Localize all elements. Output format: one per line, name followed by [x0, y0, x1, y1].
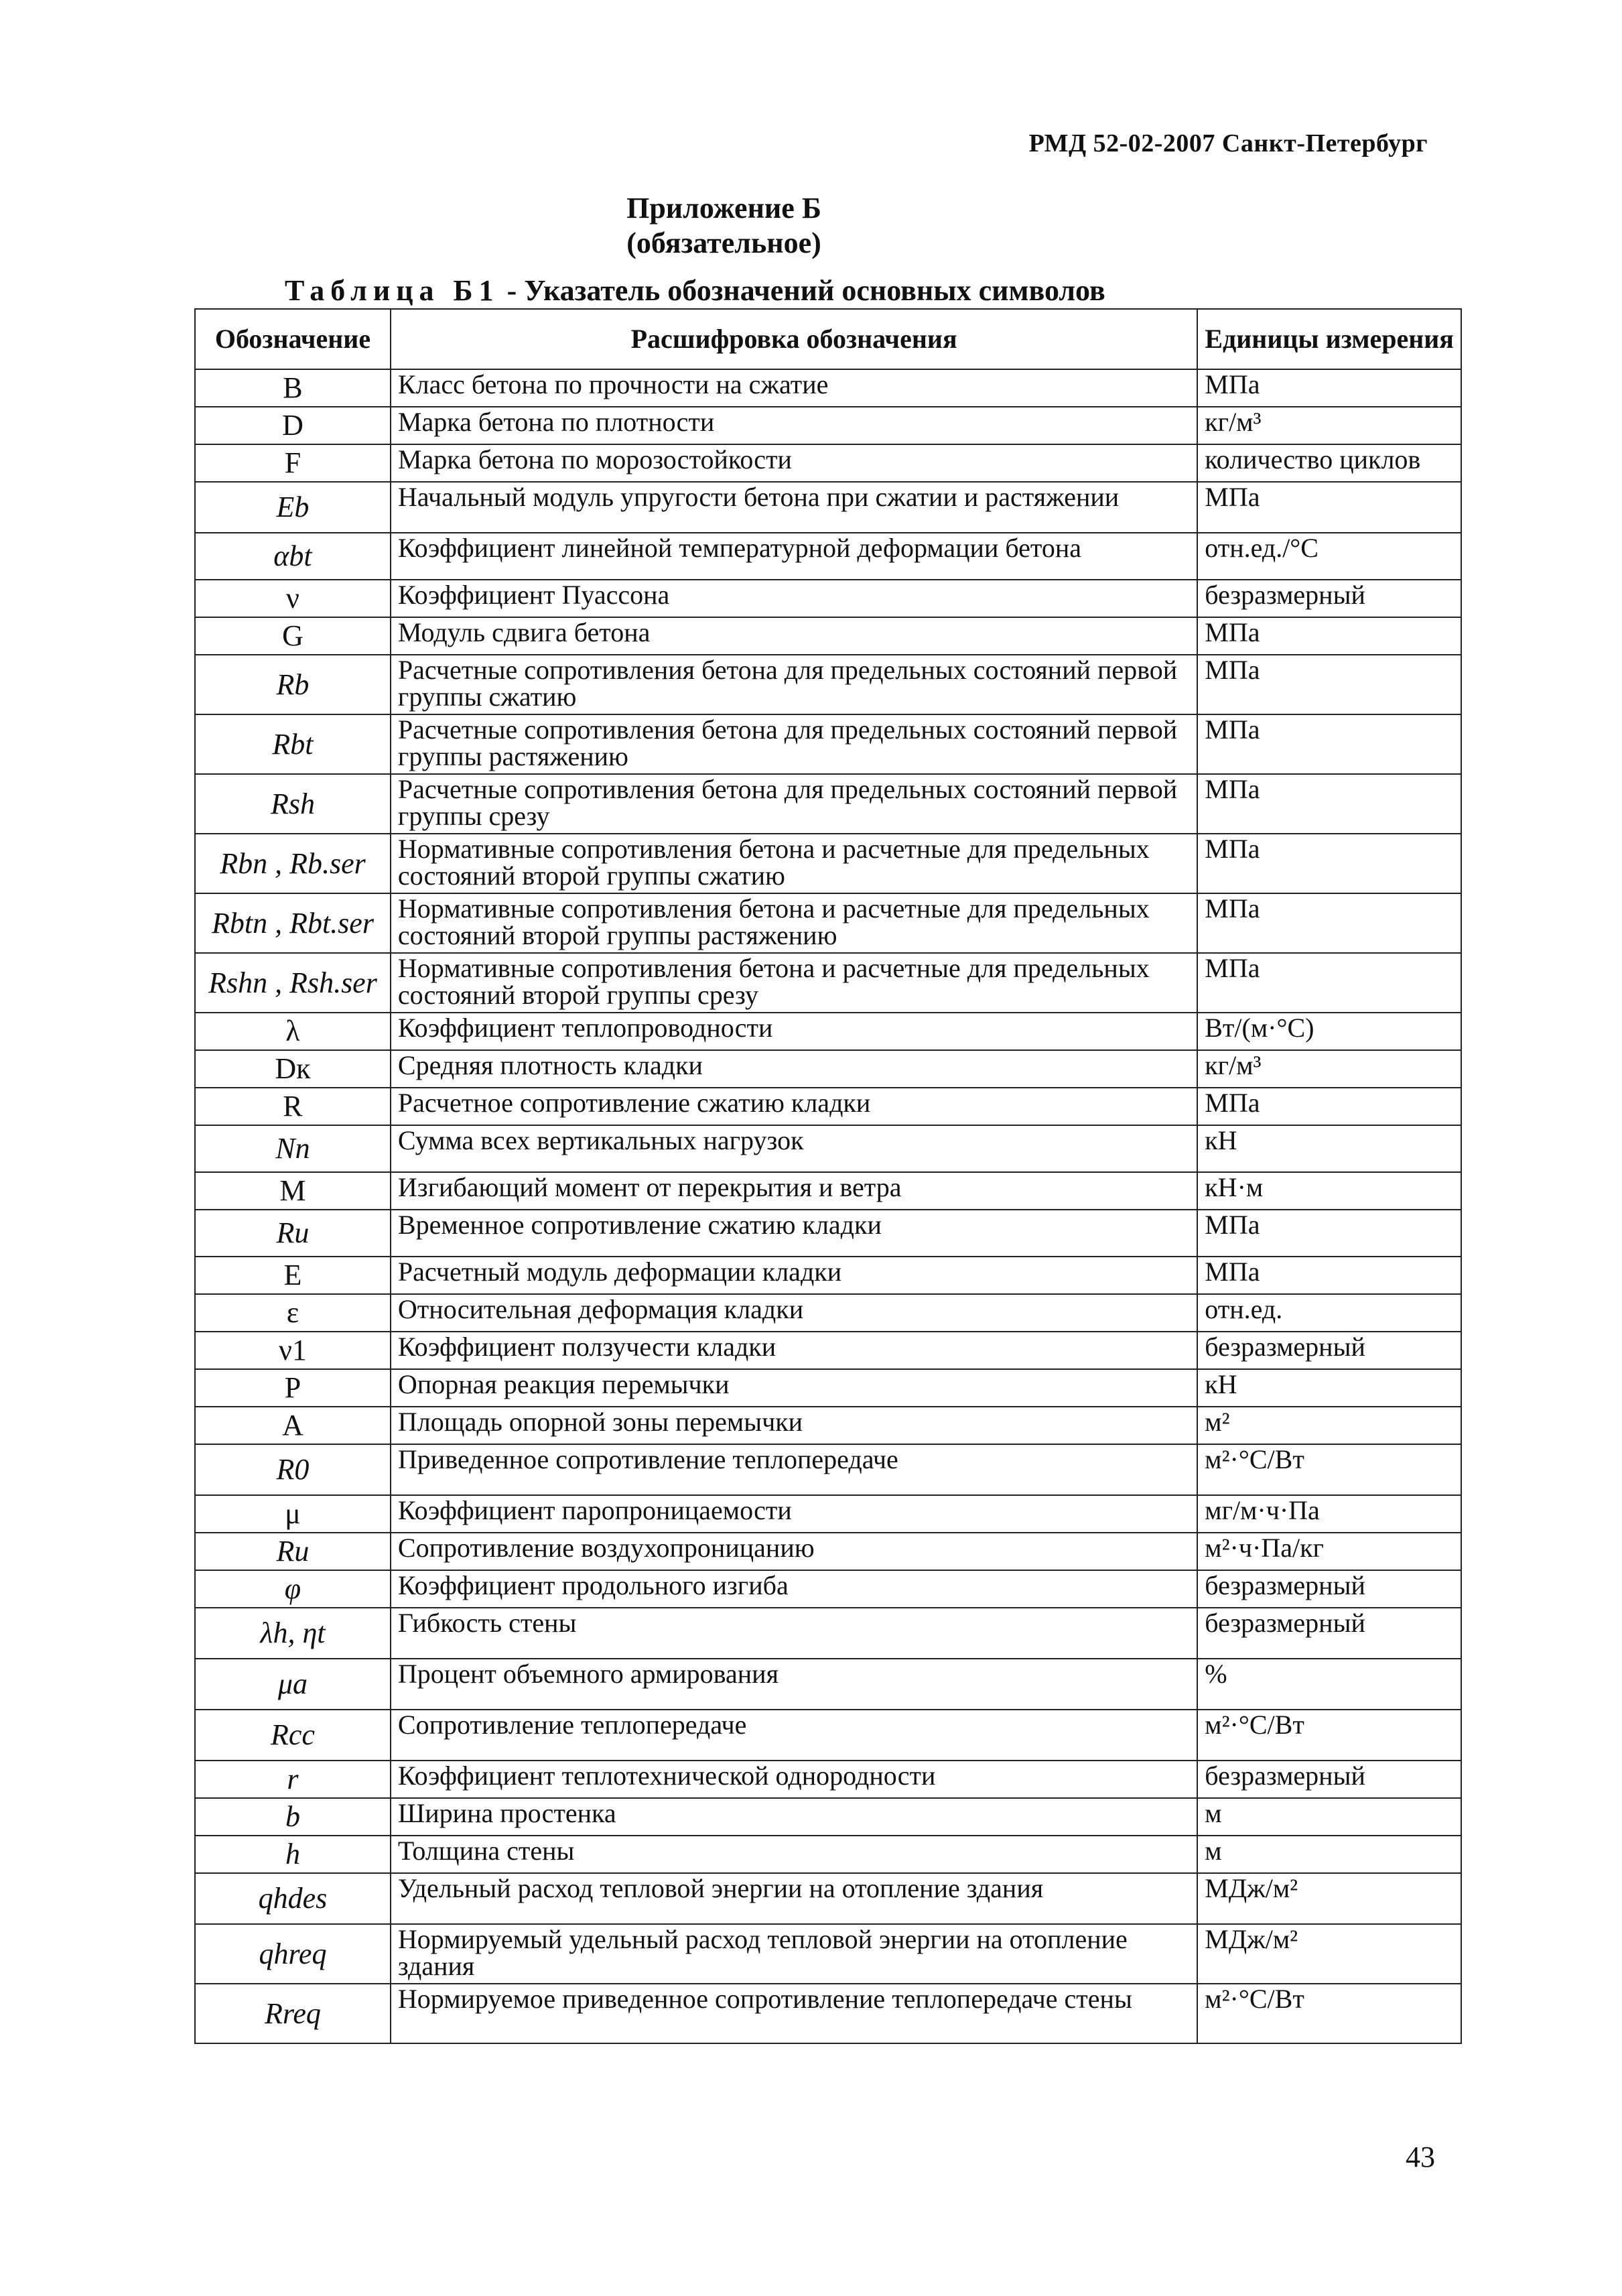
description-cell: Коэффициент Пуассона: [391, 580, 1197, 617]
unit-cell: МПа: [1197, 714, 1461, 774]
table-row: [195, 834, 1461, 893]
symbol-cell: r: [195, 1761, 391, 1798]
symbol-cell: R: [195, 1088, 391, 1125]
description-cell: Коэффициент теплотехнической однородности: [391, 1761, 1197, 1798]
appendix-status: (обязательное): [626, 227, 821, 259]
table-body: [195, 369, 1461, 2043]
symbol-cell: Dк: [195, 1050, 391, 1088]
table-row: [195, 893, 1461, 953]
symbol-cell: λ: [195, 1013, 391, 1050]
symbol-cell: λh, ηt: [195, 1608, 391, 1659]
description-cell: Класс бетона по прочности на сжатие: [391, 369, 1197, 407]
description-cell: Сумма всех вертикальных нагрузок: [391, 1125, 1197, 1172]
unit-cell: МПа: [1197, 482, 1461, 533]
symbol-cell: Rbt: [195, 714, 391, 774]
unit-cell: м²·°С/Вт: [1197, 1710, 1461, 1761]
unit-cell: Вт/(м·°С): [1197, 1013, 1461, 1050]
description-cell: Коэффициент продольного изгиба: [391, 1570, 1197, 1608]
description-cell: Удельный расход тепловой энергии на отопление здания: [391, 1873, 1197, 1924]
symbol-cell: ν1: [195, 1332, 391, 1369]
table-row: [195, 1836, 1461, 1873]
table-row: [195, 1761, 1461, 1798]
symbol-cell: M: [195, 1172, 391, 1210]
unit-cell: МДж/м²: [1197, 1873, 1461, 1924]
table-row: [195, 714, 1461, 774]
symbol-cell: Rshn , Rsh.ser: [195, 953, 391, 1013]
unit-cell: МПа: [1197, 1210, 1461, 1257]
description-cell: Начальный модуль упругости бетона при сжатии и растяжении: [391, 482, 1197, 533]
symbol-cell: E: [195, 1257, 391, 1294]
symbol-cell: Rbn , Rb.ser: [195, 834, 391, 893]
unit-cell: м: [1197, 1798, 1461, 1836]
symbol-cell: μ: [195, 1495, 391, 1533]
table-row: [195, 1798, 1461, 1836]
table-row: [195, 1608, 1461, 1659]
description-cell: Коэффициент паропроницаемости: [391, 1495, 1197, 1533]
description-cell: Коэффициент ползучести кладки: [391, 1332, 1197, 1369]
table-row: [195, 774, 1461, 834]
symbol-cell: P: [195, 1369, 391, 1407]
table-row: [195, 444, 1461, 482]
table-row: [195, 1495, 1461, 1533]
symbol-cell: ε: [195, 1294, 391, 1332]
description-cell: Нормативные сопротивления бетона и расчетные для предельных состояний второй группы растяжению: [391, 893, 1197, 953]
description-cell: Ширина простенка: [391, 1798, 1197, 1836]
table-row: [195, 953, 1461, 1013]
symbol-cell: Rsh: [195, 774, 391, 834]
unit-cell: м: [1197, 1836, 1461, 1873]
unit-cell: м²·°С/Вт: [1197, 1984, 1461, 2043]
table-row: [195, 407, 1461, 444]
unit-cell: количество циклов: [1197, 444, 1461, 482]
unit-cell: МДж/м²: [1197, 1924, 1461, 1984]
symbol-cell: Eb: [195, 482, 391, 533]
table-row: [195, 1050, 1461, 1088]
unit-cell: м²: [1197, 1407, 1461, 1444]
description-cell: Расчетные сопротивления бетона для предельных состояний первой группы срезу: [391, 774, 1197, 834]
unit-cell: МПа: [1197, 655, 1461, 714]
description-cell: Сопротивление теплопередаче: [391, 1710, 1197, 1761]
description-cell: Коэффициент теплопроводности: [391, 1013, 1197, 1050]
table-row: [195, 1013, 1461, 1050]
description-cell: Приведенное сопротивление теплопередаче: [391, 1444, 1197, 1495]
table-row: [195, 369, 1461, 407]
unit-cell: кг/м³: [1197, 407, 1461, 444]
description-cell: Средняя плотность кладки: [391, 1050, 1197, 1088]
table-row: [195, 1873, 1461, 1924]
table-caption: [285, 273, 1105, 308]
document-reference: РМД 52-02-2007 Санкт-Петербург: [1028, 129, 1428, 157]
unit-cell: безразмерный: [1197, 580, 1461, 617]
symbol-cell: B: [195, 369, 391, 407]
unit-cell: безразмерный: [1197, 1332, 1461, 1369]
unit-cell: МПа: [1197, 774, 1461, 834]
unit-cell: кН: [1197, 1125, 1461, 1172]
column-header-unit: Единицы измерения: [1197, 309, 1461, 369]
column-header-symbol: Обозначение: [195, 309, 391, 369]
column-header-description: Расшифровка обозначения: [391, 309, 1197, 369]
description-cell: Нормируемый удельный расход тепловой энергии на отопление здания: [391, 1924, 1197, 1984]
description-cell: Толщина стены: [391, 1836, 1197, 1873]
symbol-cell: μa: [195, 1659, 391, 1710]
symbol-cell: A: [195, 1407, 391, 1444]
table-header-row: [195, 309, 1461, 369]
symbol-cell: qhdes: [195, 1873, 391, 1924]
unit-cell: МПа: [1197, 369, 1461, 407]
unit-cell: МПа: [1197, 617, 1461, 655]
description-cell: Расчетный модуль деформации кладки: [391, 1257, 1197, 1294]
unit-cell: безразмерный: [1197, 1761, 1461, 1798]
unit-cell: кН·м: [1197, 1172, 1461, 1210]
table-row: [195, 617, 1461, 655]
table-row: [195, 1369, 1461, 1407]
description-cell: Марка бетона по плотности: [391, 407, 1197, 444]
unit-cell: мг/м·ч·Па: [1197, 1495, 1461, 1533]
table-row: [195, 1210, 1461, 1257]
description-cell: Расчетные сопротивления бетона для предельных состояний первой группы растяжению: [391, 714, 1197, 774]
description-cell: Расчетное сопротивление сжатию кладки: [391, 1088, 1197, 1125]
table-label: Таблица Б1: [285, 274, 500, 307]
description-cell: Гибкость стены: [391, 1608, 1197, 1659]
unit-cell: МПа: [1197, 893, 1461, 953]
symbol-cell: D: [195, 407, 391, 444]
description-cell: Площадь опорной зоны перемычки: [391, 1407, 1197, 1444]
unit-cell: кг/м³: [1197, 1050, 1461, 1088]
table-row: [195, 1125, 1461, 1172]
unit-cell: МПа: [1197, 834, 1461, 893]
description-cell: Сопротивление воздухопроницанию: [391, 1533, 1197, 1570]
symbol-cell: F: [195, 444, 391, 482]
symbol-cell: R0: [195, 1444, 391, 1495]
unit-cell: кН: [1197, 1369, 1461, 1407]
description-cell: Временное сопротивление сжатию кладки: [391, 1210, 1197, 1257]
symbol-cell: Rcc: [195, 1710, 391, 1761]
symbol-cell: h: [195, 1836, 391, 1873]
description-cell: Относительная деформация кладки: [391, 1294, 1197, 1332]
symbol-cell: Ru: [195, 1210, 391, 1257]
table-row: [195, 1710, 1461, 1761]
symbol-cell: αbt: [195, 533, 391, 580]
unit-cell: МПа: [1197, 1257, 1461, 1294]
unit-cell: отн.ед.: [1197, 1294, 1461, 1332]
description-cell: Расчетные сопротивления бетона для предельных состояний первой группы сжатию: [391, 655, 1197, 714]
symbol-cell: Rb: [195, 655, 391, 714]
table-row: [195, 1407, 1461, 1444]
table-row: [195, 1570, 1461, 1608]
table-title: - Указатель обозначений основных символов: [499, 274, 1105, 307]
unit-cell: МПа: [1197, 953, 1461, 1013]
symbol-cell: Rreq: [195, 1984, 391, 2043]
description-cell: Нормативные сопротивления бетона и расчетные для предельных состояний второй группы сжатию: [391, 834, 1197, 893]
description-cell: Модуль сдвига бетона: [391, 617, 1197, 655]
symbol-cell: G: [195, 617, 391, 655]
symbol-cell: Rbtn , Rbt.ser: [195, 893, 391, 953]
table-row: [195, 1172, 1461, 1210]
symbol-cell: Ru: [195, 1533, 391, 1570]
symbol-cell: qhreq: [195, 1924, 391, 1984]
appendix-title: Приложение Б: [626, 192, 821, 225]
description-cell: Коэффициент линейной температурной деформации бетона: [391, 533, 1197, 580]
unit-cell: м²·°С/Вт: [1197, 1444, 1461, 1495]
symbol-cell: ν: [195, 580, 391, 617]
symbol-cell: φ: [195, 1570, 391, 1608]
table-row: [195, 1533, 1461, 1570]
table-row: [195, 655, 1461, 714]
table-row: [195, 1257, 1461, 1294]
description-cell: Изгибающий момент от перекрытия и ветра: [391, 1172, 1197, 1210]
unit-cell: отн.ед./°С: [1197, 533, 1461, 580]
table-row: [195, 533, 1461, 580]
table-row: [195, 1088, 1461, 1125]
description-cell: Опорная реакция перемычки: [391, 1369, 1197, 1407]
table-row: [195, 1659, 1461, 1710]
unit-cell: МПа: [1197, 1088, 1461, 1125]
table-row: [195, 1294, 1461, 1332]
unit-cell: м²·ч·Па/кг: [1197, 1533, 1461, 1570]
table-row: [195, 1924, 1461, 1984]
table-row: [195, 1444, 1461, 1495]
unit-cell: безразмерный: [1197, 1570, 1461, 1608]
description-cell: Марка бетона по морозостойкости: [391, 444, 1197, 482]
symbol-cell: b: [195, 1798, 391, 1836]
page-number: 43: [1406, 2141, 1435, 2173]
table-row: [195, 1332, 1461, 1369]
description-cell: Нормативные сопротивления бетона и расчетные для предельных состояний второй группы срезу: [391, 953, 1197, 1013]
table-row: [195, 580, 1461, 617]
unit-cell: безразмерный: [1197, 1608, 1461, 1659]
unit-cell: %: [1197, 1659, 1461, 1710]
symbol-cell: Nn: [195, 1125, 391, 1172]
description-cell: Процент объемного армирования: [391, 1659, 1197, 1710]
table-row: [195, 482, 1461, 533]
table-row: [195, 1984, 1461, 2043]
symbols-table: [194, 308, 1462, 2044]
description-cell: Нормируемое приведенное сопротивление теплопередаче стены: [391, 1984, 1197, 2043]
